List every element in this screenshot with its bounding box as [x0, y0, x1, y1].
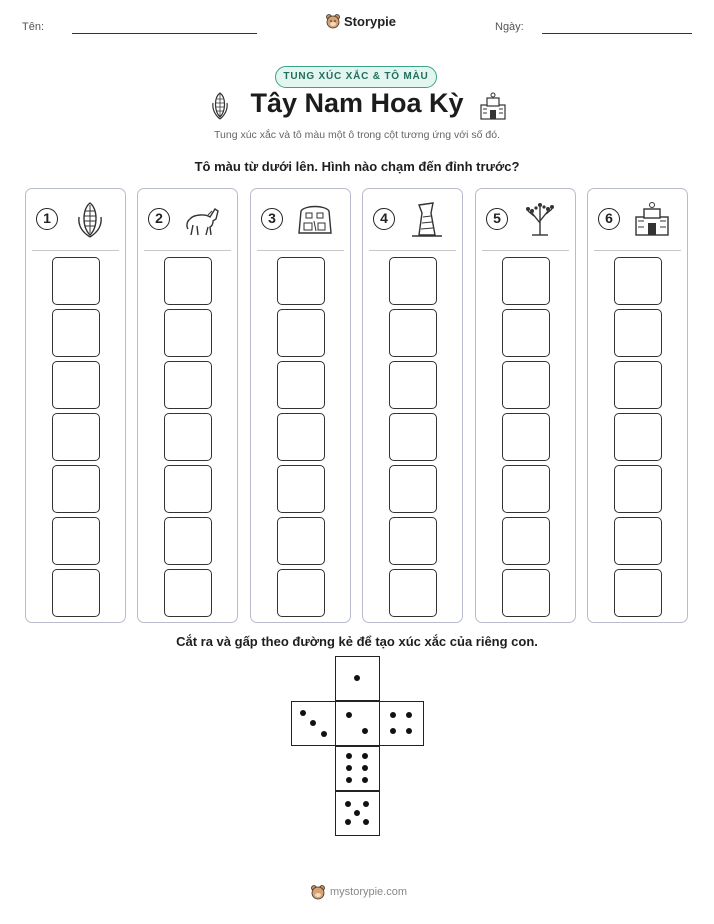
column-divider [32, 250, 119, 251]
color-cell[interactable] [164, 465, 212, 513]
color-cell[interactable] [389, 517, 437, 565]
dice-face-1 [335, 656, 380, 701]
dice-pip [346, 777, 352, 783]
color-cell[interactable] [277, 465, 325, 513]
color-cell[interactable] [614, 361, 662, 409]
horse-icon [182, 199, 222, 239]
color-cell[interactable] [277, 257, 325, 305]
column-divider [482, 250, 569, 251]
date-label: Ngày: [495, 21, 524, 33]
color-cell[interactable] [614, 413, 662, 461]
color-cell[interactable] [164, 569, 212, 617]
color-cell[interactable] [164, 257, 212, 305]
dice-face-2 [335, 701, 380, 746]
column-number: 4 [373, 208, 395, 230]
column-divider [144, 250, 231, 251]
footer-url[interactable]: mystorypie.com [330, 886, 408, 898]
dice-pip [346, 712, 352, 718]
dice-pip [300, 710, 306, 716]
column-divider [257, 250, 344, 251]
subtitle: Tung xúc xắc và tô màu một ô trong cột tương ứng với số đó. [214, 129, 500, 141]
footer [310, 884, 407, 900]
color-cell[interactable] [502, 569, 550, 617]
color-cell[interactable] [389, 309, 437, 357]
color-cell[interactable] [52, 569, 100, 617]
column-number: 1 [36, 208, 58, 230]
color-cell[interactable] [277, 517, 325, 565]
color-cell[interactable] [389, 465, 437, 513]
storypie-bear-icon [310, 884, 326, 900]
color-cell[interactable] [52, 309, 100, 357]
color-cell[interactable] [389, 361, 437, 409]
dice-pip [362, 777, 368, 783]
dice-face-5 [335, 791, 380, 836]
color-cell[interactable] [502, 413, 550, 461]
dice-pip [362, 765, 368, 771]
color-cell[interactable] [502, 257, 550, 305]
color-cell[interactable] [614, 309, 662, 357]
dice-pip [363, 819, 369, 825]
color-cell[interactable] [389, 257, 437, 305]
color-cell[interactable] [502, 309, 550, 357]
adobe-mission-icon [632, 199, 672, 239]
color-cell[interactable] [389, 569, 437, 617]
dice-pip [390, 712, 396, 718]
desert-tree-icon [520, 199, 560, 239]
color-cell[interactable] [614, 569, 662, 617]
date-line[interactable] [542, 33, 692, 34]
brand-name: Storypie [344, 13, 397, 29]
color-cell[interactable] [277, 309, 325, 357]
color-cell[interactable] [277, 569, 325, 617]
dice-pip [354, 675, 360, 681]
adobe-mission-icon [478, 91, 508, 121]
dice-face-4 [379, 701, 424, 746]
color-cell[interactable] [502, 465, 550, 513]
dice-pip [390, 728, 396, 734]
color-cell[interactable] [52, 465, 100, 513]
column-1 [25, 188, 126, 623]
color-cell[interactable] [52, 413, 100, 461]
dice-pip [345, 801, 351, 807]
color-cell[interactable] [164, 309, 212, 357]
color-cell[interactable] [614, 465, 662, 513]
dice-pip [346, 765, 352, 771]
column-number: 3 [261, 208, 283, 230]
color-cell[interactable] [164, 413, 212, 461]
dice-pip [321, 731, 327, 737]
dice-face-6 [335, 746, 380, 791]
column-2 [137, 188, 238, 623]
cliff-dwelling-icon [295, 199, 335, 239]
corn-icon [70, 199, 110, 239]
color-cell[interactable] [52, 257, 100, 305]
column-5 [475, 188, 576, 623]
dice-pip [354, 810, 360, 816]
color-cell[interactable] [277, 361, 325, 409]
dice-pip [310, 720, 316, 726]
dice-pip [363, 801, 369, 807]
dice-pip [362, 728, 368, 734]
color-cell[interactable] [614, 257, 662, 305]
dice-pip [362, 753, 368, 759]
name-label: Tên: [22, 21, 45, 33]
page-title: Tây Nam Hoa Kỳ [250, 88, 464, 118]
dice-face-3 [291, 701, 336, 746]
color-cell[interactable] [614, 517, 662, 565]
name-line[interactable] [72, 33, 257, 34]
dice-pip [406, 712, 412, 718]
column-number: 5 [486, 208, 508, 230]
column-divider [369, 250, 456, 251]
column-3 [250, 188, 351, 623]
color-cell[interactable] [502, 517, 550, 565]
column-divider [594, 250, 681, 251]
color-cell[interactable] [164, 517, 212, 565]
color-cell[interactable] [164, 361, 212, 409]
dice-instruction: Cắt ra và gấp theo đường kẻ để tạo xúc xắc của riêng con. [176, 634, 538, 649]
coloring-instruction: Tô màu từ dưới lên. Hình nào chạm đến đỉnh trước? [194, 159, 520, 174]
column-number: 6 [598, 208, 620, 230]
dice-pip [346, 753, 352, 759]
color-cell[interactable] [52, 361, 100, 409]
dice-pip [406, 728, 412, 734]
color-cell[interactable] [52, 517, 100, 565]
storypie-bear-icon [325, 13, 341, 29]
column-4 [362, 188, 463, 623]
column-number: 2 [148, 208, 170, 230]
dice-pip [345, 819, 351, 825]
color-cell[interactable] [277, 413, 325, 461]
column-6 [587, 188, 688, 623]
brand-logo [325, 13, 396, 29]
rock-formation-icon [407, 199, 447, 239]
color-cell[interactable] [389, 413, 437, 461]
activity-badge: TUNG XÚC XẮC & TÔ MÀU [275, 66, 437, 88]
color-cell[interactable] [502, 361, 550, 409]
